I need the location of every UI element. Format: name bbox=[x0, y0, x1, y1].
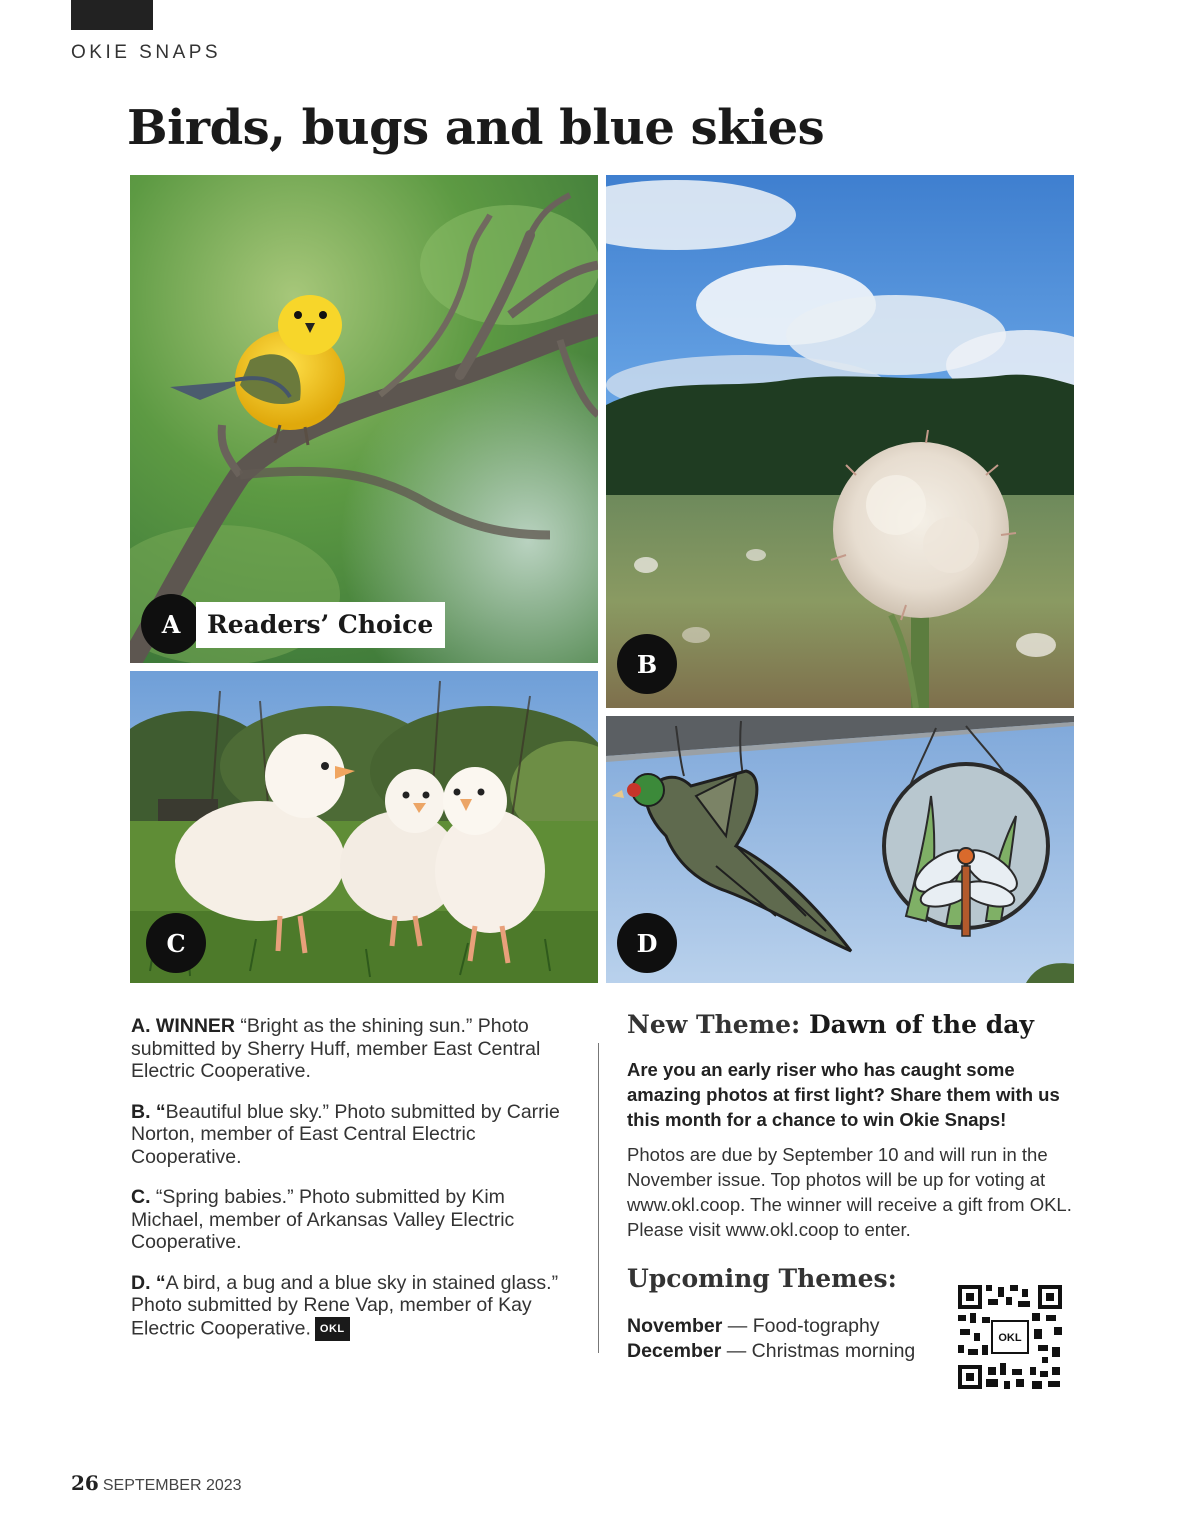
photo-b-flower bbox=[606, 175, 1074, 708]
section-label: OKIE SNAPS bbox=[71, 42, 222, 63]
photo-a-warbler bbox=[130, 175, 598, 663]
caption-b-text: Beautiful blue sky.” Photo submitted by Carrie Norton, member of East Central Electric Cooperative. bbox=[131, 1100, 560, 1168]
caption-a bbox=[131, 1015, 571, 1083]
photo-c-badge: C bbox=[146, 913, 206, 973]
header-tab-block bbox=[71, 0, 153, 30]
readers-choice-label: Readers’ Choice bbox=[196, 602, 445, 648]
new-theme-heading bbox=[627, 1010, 1077, 1039]
caption-d-text: A bird, a bug and a blue sky in stained glass.” Photo submitted by Rene Vap, member of Kay Electric Cooperative. bbox=[131, 1271, 559, 1339]
caption-d bbox=[131, 1272, 571, 1342]
caption-b-label: B. “ bbox=[131, 1100, 166, 1123]
page-number: 26 bbox=[71, 1471, 99, 1495]
new-theme-section bbox=[627, 1010, 1077, 1242]
upcoming-month: December bbox=[627, 1340, 722, 1362]
new-theme-lead: Are you an early riser who has caught some amazing photos at first light? Share them with us this month for a chance to win Okie Snaps! bbox=[627, 1059, 1060, 1130]
okl-end-mark: OKL bbox=[315, 1317, 350, 1342]
column-divider bbox=[598, 1043, 599, 1353]
issue-date: SEPTEMBER 2023 bbox=[102, 1477, 242, 1494]
photo-a-badge: A bbox=[141, 594, 201, 654]
caption-b bbox=[131, 1101, 571, 1169]
new-theme-prefix: New Theme: bbox=[627, 1010, 809, 1039]
new-theme-body: Photos are due by September 10 and will run in the November issue. Top photos will be up for voting at www.okl.coop. The winner will receive a gift from OKL. Please visit www.okl.coop to enter. bbox=[627, 1144, 1072, 1240]
photo-d-badge: D bbox=[617, 913, 677, 973]
upcoming-theme: — Christmas morning bbox=[721, 1340, 916, 1362]
caption-d-label: D. “ bbox=[131, 1271, 166, 1294]
new-theme-name: Dawn of the day bbox=[808, 1010, 1034, 1039]
upcoming-item bbox=[627, 1339, 915, 1364]
upcoming-themes-heading: Upcoming Themes: bbox=[627, 1264, 897, 1293]
upcoming-themes-list bbox=[627, 1314, 915, 1364]
page-footer bbox=[71, 1471, 242, 1495]
upcoming-month: November bbox=[627, 1315, 723, 1337]
photo-captions bbox=[131, 1015, 571, 1359]
qr-code[interactable] bbox=[956, 1283, 1064, 1391]
qr-center-logo: OKL bbox=[998, 1332, 1022, 1344]
caption-c bbox=[131, 1186, 571, 1254]
caption-c-label: C. bbox=[131, 1186, 151, 1208]
upcoming-theme: — Food-tography bbox=[722, 1315, 880, 1337]
caption-a-label: A. WINNER bbox=[131, 1015, 235, 1037]
photo-b-badge: B bbox=[617, 634, 677, 694]
caption-a-text: “Bright as the shining sun.” Photo submitted by Sherry Huff, member East Central Electric Cooperative. bbox=[131, 1015, 541, 1082]
upcoming-item bbox=[627, 1314, 915, 1339]
caption-c-text: “Spring babies.” Photo submitted by Kim Michael, member of Arkansas Valley Electric Cooperative. bbox=[131, 1186, 515, 1253]
page-title: Birds, bugs and blue skies bbox=[127, 100, 825, 156]
